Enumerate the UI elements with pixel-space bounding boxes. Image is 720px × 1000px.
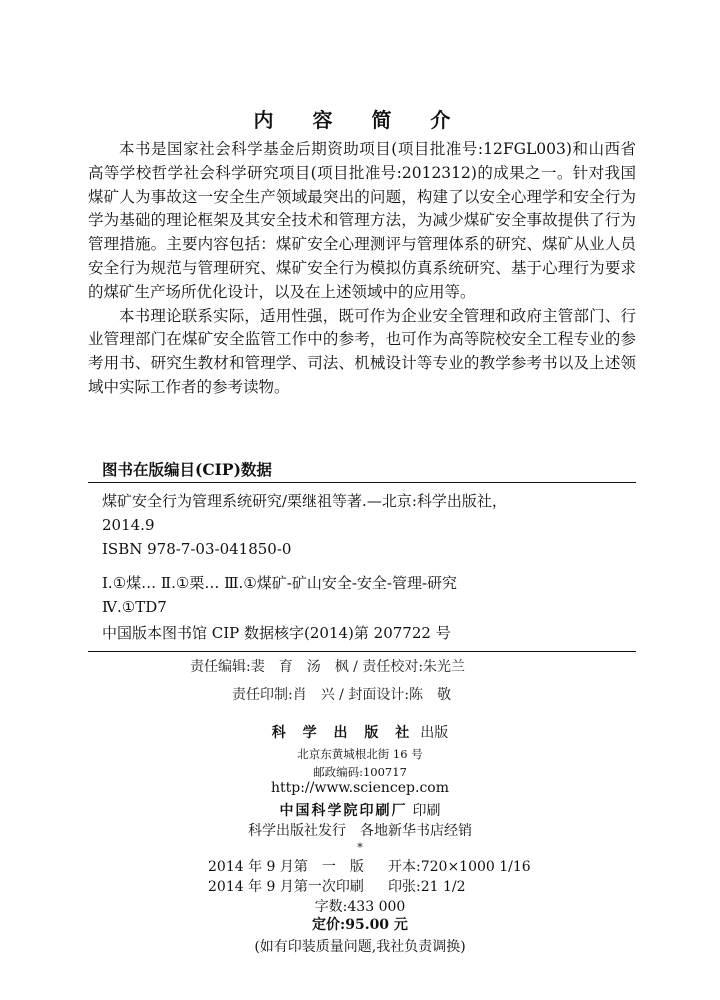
price: 定价:95.00 元 bbox=[312, 917, 408, 933]
separator-asterisk: * bbox=[357, 840, 363, 854]
cip-gap bbox=[88, 561, 636, 571]
quality-notice: (如有印装质量问题,我社负责调换) bbox=[254, 939, 466, 955]
section-title: 内 容 简 介 bbox=[253, 108, 467, 132]
book-introduction bbox=[88, 138, 636, 400]
word-count: 字数:433 000 bbox=[314, 899, 406, 915]
cip-isbn: ISBN 978-7-03-041850-0 bbox=[102, 540, 292, 558]
publisher-address: 北京东黄城根北街 16 号 bbox=[297, 747, 423, 761]
printer-name: 中国科学院印刷厂 bbox=[279, 803, 408, 819]
format-label: 开本:720×1000 1/16 bbox=[388, 859, 531, 875]
publisher-line bbox=[0, 722, 720, 742]
credits-editors: 责任编辑:裴 育 汤 枫 / 责任校对:朱光兰 bbox=[190, 659, 466, 675]
credits-production: 责任印制:肖 兴 / 封面设计:陈 敬 bbox=[232, 687, 452, 703]
distribution-line: 科学出版社发行 各地新华书店经销 bbox=[248, 823, 472, 839]
cip-number: 中国版本图书馆 CIP 数据核字(2014)第 207722 号 bbox=[102, 624, 451, 642]
sheets-label: 印张:21 1/2 bbox=[388, 879, 466, 895]
cip-record-line-1: 煤矿安全行为管理系统研究/栗继祖等著.—北京:科学出版社， bbox=[102, 492, 507, 510]
cip-data-block bbox=[88, 458, 636, 652]
printer-action: 印刷 bbox=[412, 803, 441, 819]
intro-paragraph-2: 本书理论联系实际，适用性强，既可作为企业安全管理和政府主管部门、行业管理部门在煤矿安全监管工作中的参考，也可作为高等院校安全工程专业的参考用书、研究生教材和管理学、司法、机械设计等专业的教学参考书以及上述领域中实际工作者的参考读物。 bbox=[88, 306, 636, 396]
cip-record bbox=[88, 483, 636, 652]
publisher-website: http://www.sciencep.com bbox=[270, 780, 449, 796]
publisher-postcode: 邮政编码:100717 bbox=[313, 765, 407, 779]
cip-record-line-2: 2014.9 bbox=[102, 516, 155, 534]
printer-line bbox=[0, 800, 720, 820]
cip-classification-line-1: Ⅰ.①煤… Ⅱ.①栗… Ⅲ.①煤矿-矿山安全-安全-管理-研究 bbox=[102, 574, 458, 592]
edition-label: 2014 年 9 月第 一 版 bbox=[208, 859, 364, 875]
printing-label: 2014 年 9 月第一次印刷 bbox=[208, 879, 364, 895]
publisher-name: 科 学 出 版 社 bbox=[271, 725, 416, 741]
cip-classification-line-2: Ⅳ.①TD7 bbox=[102, 598, 167, 616]
publisher-action: 出版 bbox=[420, 725, 449, 741]
cip-heading: 图书在版编目(CIP)数据 bbox=[88, 458, 636, 483]
intro-paragraph-1: 本书是国家社会科学基金后期资助项目(项目批准号:12FGL003)和山西省高等学校哲学社会科学研究项目(项目批准号:2012312)的成果之一。针对我国煤矿人为事故这一安全生产领域最突出的问题，构建了以安全心理学和安全行为学为基础的理论框架及其安全技术和管理方法，为减少煤矿安全事故提供了行为管理措施。主要内容包括：煤矿安全心理测评与管理体系的研究、煤矿从业人员安全行为规范与管理研究、煤矿安全行为模拟仿真系统研究、基于心理行为要求的煤矿生产场所优化设计，以及在上述领域中的应用等。 bbox=[88, 140, 636, 301]
